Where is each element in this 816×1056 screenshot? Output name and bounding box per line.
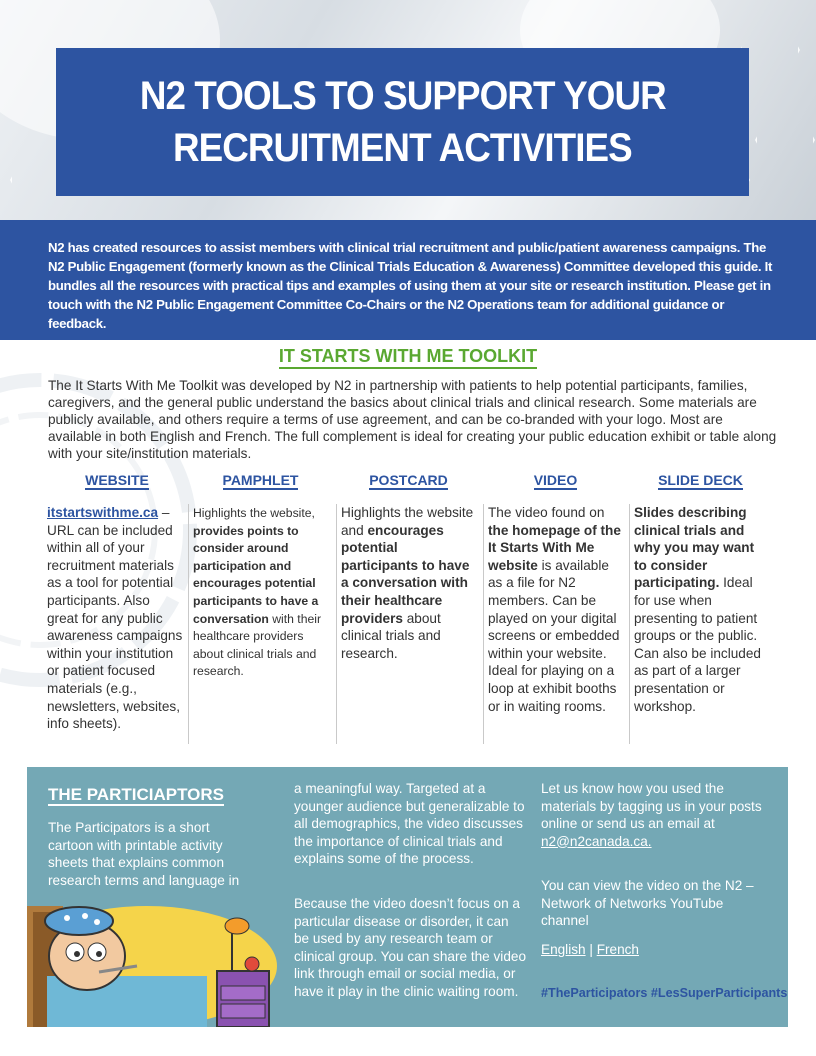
participators-text-5: You can view the video on the N2 – Network of Networks YouTube channel [541,878,754,928]
toolkit-columns [47,472,772,752]
itstartswithme-link[interactable]: itstartswithme.ca [47,505,159,520]
website-body: itstartswithme.ca – URL can be included within all of your recruitment materials as a tool for potential participants. Also great for any public awareness campaigns within your institution or patient focused materials (e.g., newsletters, websites, info sheets). [47,505,183,732]
page-title-line-2: RECRUITMENT ACTIVITIES [173,126,632,170]
email-link[interactable]: n2@n2canada.ca. [541,833,652,849]
pamphlet-heading: PAMPHLET [222,472,299,488]
french-link[interactable]: French [596,942,639,957]
participators-title: THE PARTICIAPTORS [48,785,224,804]
participators-text-2: a meaningful way. Targeted at a younger audience but generalizable to all demographics, the video discusses the importance of clinical trials and explains some of the process. [294,781,525,866]
hexagon-decoration-icon [755,110,815,170]
pamphlet-body: Highlights the website, provides points to consider around participation and encourages potential participants to have a conversation with their healthcare providers about clinical trials and research. [188,504,333,744]
postcard-body: Highlights the website and encourages potential participants to have a conversation with their healthcare providers about clinical trials and research. [336,504,481,744]
website-heading: WEBSITE [85,472,149,488]
video-column [483,472,628,744]
video-body: The video found on the homepage of the It Starts With Me website is available as a file for N2 members. Can be played on your digital screens or embedded within your website. Ideal for playing on a loop at exhibit booths or in waiting rooms. [483,504,628,744]
hashtags: #TheParticipators #LesSuperParticipants [541,986,788,1000]
hexagon-decoration-icon [740,20,800,80]
language-links: English | French [541,942,639,957]
slide-deck-column [629,472,772,744]
website-column [47,472,187,744]
postcard-column [336,472,481,744]
toolkit-description: The It Starts With Me Toolkit was developed by N2 in partnership with patients to help potential participants, families, caregivers, and the general public understand the basics about clinical trials and clinical research. Some materials are publicly available, and others require a terms of use agreement, and can be co-branded with your logo. Most are available in both English and French. The full complement is ideal for creating your public education exhibit or table along with your site/institution materials. [48,378,777,461]
postcard-heading: POSTCARD [369,472,448,488]
sick-boy-cartoon-icon [27,886,277,1027]
pamphlet-column [188,472,333,744]
slide-deck-heading: SLIDE DECK [658,472,743,488]
page-title-line-1: N2 TOOLS TO SUPPORT YOUR [139,74,666,118]
slide-deck-body: Slides describing clinical trials and why you may want to consider participating. Ideal for use when presenting to patient groups or the public. Can also be included as part of a larger presentation or workshop. [629,504,772,744]
toolkit-title: IT STARTS WITH ME TOOLKIT [0,346,816,367]
participators-text-4: Let us know how you used the materials by tagging us in your posts online or send us an email at n2@n2canada.ca. [541,781,762,849]
intro-text: N2 has created resources to assist members with clinical trial recruitment and public/patient awareness campaigns. The N2 Public Engagement (formerly known as the Clinical Trials Education & Awareness) Committee developed this guide. It bundles all the resources with practical tips and examples of using them at your site or research institution. Please get in touch with the N2 Public Engagement Committee Co-Chairs or the N2 Operations team for additional guidance or feedback. [48,240,773,331]
participators-text-3: Because the video doesn’t focus on a particular disease or disorder, it can be used by any research team or clinical group. You can share the video link through email or social media, or have it play in the clinic waiting room. [294,896,527,999]
title-banner [56,48,749,196]
video-heading: VIDEO [533,472,578,488]
english-link[interactable]: English [541,942,586,957]
participators-text-1: The Participators is a short cartoon with printable activity sheets that explains common research terms and language in [48,820,240,888]
